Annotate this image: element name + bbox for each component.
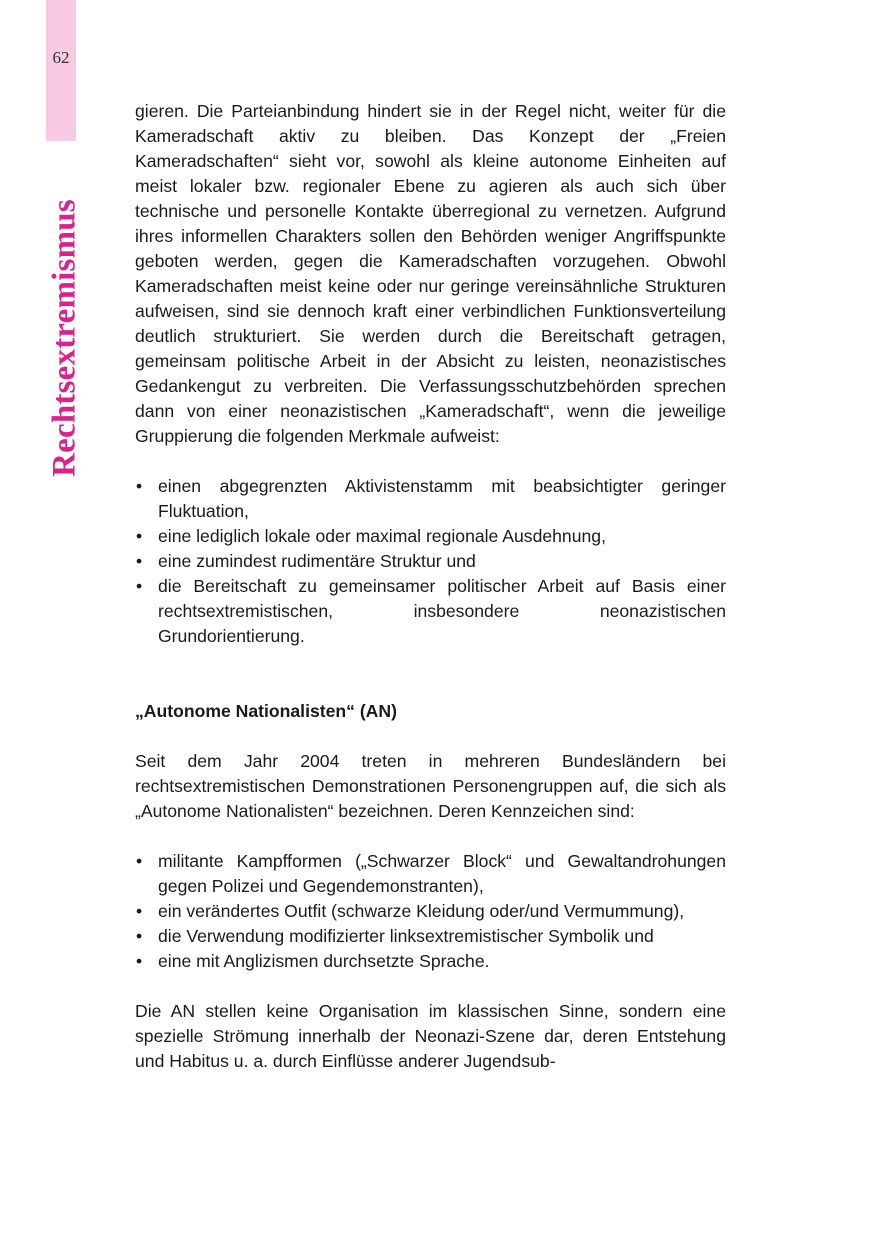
list-item-text: einen abgegrenzten Aktivistenstamm mit beabsichtigter geringer Fluktuation, — [158, 476, 726, 521]
list-item-text: militante Kampfformen („Schwarzer Block“ und Gewaltandrohungen gegen Polizei und Gegendemonstranten), — [158, 851, 726, 896]
list-item — [135, 899, 726, 924]
section-color-band — [46, 0, 76, 141]
bullet-icon: • — [136, 526, 143, 546]
paragraph-an-description: Die AN stellen keine Organisation im klassischen Sinne, sondern eine spezielle Strömung innerhalb der Neonazi-Szene dar, deren Entstehung und Habitus u. a. durch Einflüsse anderer Jugendsub- — [135, 1001, 726, 1071]
paragraph-autonome-nationalisten: Seit dem Jahr 2004 treten in mehreren Bundesländern bei rechtsextremistischen Demonstrationen Personengruppen auf, die sich als „Autonome Nationalisten“ bezeichnen. Deren Kennzeichen sind: — [135, 751, 726, 821]
bullet-list-kameradschaft-criteria — [135, 474, 726, 649]
bullet-icon: • — [136, 951, 143, 971]
list-item-text: die Bereitschaft zu gemeinsamer politischer Arbeit auf Basis einer rechtsextremistischen, insbesondere neonazistischen Grundorientierung. — [158, 576, 726, 646]
list-item-text: die Verwendung modifizierter linksextremistischer Symbolik und — [158, 926, 654, 946]
list-item — [135, 924, 726, 949]
list-item — [135, 849, 726, 899]
list-item — [135, 949, 726, 974]
bullet-icon: • — [136, 551, 143, 571]
bullet-icon: • — [136, 851, 143, 871]
section-label: Rechtsextremismus — [46, 199, 83, 477]
list-item — [135, 474, 726, 524]
bullet-icon: • — [136, 476, 143, 496]
bullet-icon: • — [136, 901, 143, 921]
list-item-text: eine zumindest rudimentäre Struktur und — [158, 551, 476, 571]
paragraph-kameradschaften: gieren. Die Parteianbindung hindert sie in der Regel nicht, weiter für die Kameradschaft aktiv zu bleiben. Das Konzept der „Freien Kameradschaften“ sieht vor, sowohl als kleine autonome Einheiten auf meist lokaler bzw. regionaler Ebene zu agieren als auch sich über technische und personelle Kontakte überregional zu vernetzen. Aufgrund ihres informellen Charakters sollen den Behörden weniger Angriffspunkte geboten werden, gegen die Kameradschaften vorzugehen. Obwohl Kameradschaften meist keine oder nur geringe vereinsähnliche Strukturen aufweisen, sind sie dennoch kraft einer verbindlichen Funktionsverteilung deutlich strukturiert. Sie werden durch die Bereitschaft getragen, gemeinsam politische Arbeit in der Absicht zu leisten, neonazistisches Gedankengut zu verbreiten. Die Verfassungsschutzbehörden sprechen dann von einer neonazistischen „Kameradschaft“, wenn die jeweilige Gruppierung die folgenden Merkmale aufweist: — [135, 101, 726, 446]
bullet-list-an-characteristics — [135, 849, 726, 974]
bullet-icon: • — [136, 926, 143, 946]
list-item — [135, 574, 726, 649]
page-body — [135, 99, 726, 1074]
bullet-icon: • — [136, 576, 143, 596]
section-heading: „Autonome Nationalisten“ (AN) — [135, 701, 397, 721]
list-item — [135, 549, 726, 574]
page-number: 62 — [52, 48, 70, 67]
list-item-text: ein verändertes Outfit (schwarze Kleidung oder/und Vermummung), — [158, 901, 685, 921]
list-item — [135, 524, 726, 549]
list-item-text: eine mit Anglizismen durchsetzte Sprache. — [158, 951, 490, 971]
list-item-text: eine lediglich lokale oder maximal regionale Ausdehnung, — [158, 526, 606, 546]
